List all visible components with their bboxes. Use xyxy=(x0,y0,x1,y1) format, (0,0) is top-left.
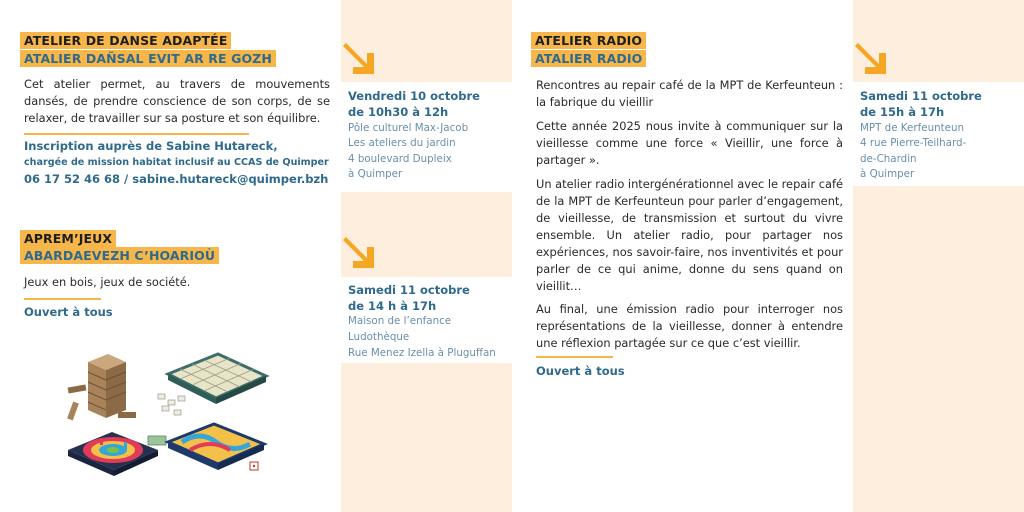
dance-contact-details[interactable]: 06 17 52 46 68 / sabine.hutareck@quimper.bzh xyxy=(24,172,329,186)
games-time: de 14 h à 17h xyxy=(348,299,437,313)
dance-time: de 10h30 à 12h xyxy=(348,105,449,119)
radio-place-line: à Quimper xyxy=(860,168,915,180)
radio-time: de 15h à 17h xyxy=(860,105,945,119)
dance-date: Vendredi 10 octobre xyxy=(348,89,480,103)
dance-description: Cet atelier permet, au travers de mouvements dansés, de prendre conscience de son corps, de se relaxer, de travailler sur sa posture et son équilibre. xyxy=(24,77,330,125)
dance-title: ATELIER DE DANSE ADAPTÉE xyxy=(20,32,231,49)
games-place-line: Maison de l’enfance xyxy=(348,315,452,327)
radio-place-line: de-Chardin xyxy=(860,153,917,165)
games-description: Jeux en bois, jeux de société. xyxy=(24,275,191,289)
dance-place-line: à Quimper xyxy=(348,168,403,180)
dance-place-line: 4 boulevard Dupleix xyxy=(348,153,452,165)
dance-contact-role: chargée de mission habitat inclusif au CCAS de Quimper xyxy=(24,157,329,168)
dance-place-line: Les ateliers du jardin xyxy=(348,137,456,149)
games-place-line: Rue Menez Izella à Pluguffan xyxy=(348,347,496,359)
radio-title-breton: ATALIER RADIO xyxy=(531,50,646,67)
dance-contact-name: Inscription auprès de Sabine Hutareck, xyxy=(24,139,278,153)
games-date: Samedi 11 octobre xyxy=(348,283,470,297)
divider xyxy=(24,133,249,135)
radio-paragraph: Cette année 2025 nous invite à communiquer sur la vieillesse comme une force « Vieillir, une force à partager ». xyxy=(536,119,843,167)
games-place-line: Ludothèque xyxy=(348,331,410,343)
radio-paragraph: Au final, une émission radio pour interroger nos représentations de la vieillesse, donner à entendre une réflexion partagée sur ce que c’est vieillir. xyxy=(536,302,843,350)
block-tower-icon xyxy=(67,354,136,420)
divider xyxy=(24,298,101,300)
arrow-down-right-icon xyxy=(341,228,387,274)
radio-place-line: MPT de Kerfeunteun xyxy=(860,122,965,134)
games-title: APREM’JEUX xyxy=(20,230,116,247)
divider xyxy=(536,356,613,358)
games-title-breton: ABARDAEVEZH C’HOARIOÙ xyxy=(20,247,219,264)
board-games-illustration xyxy=(60,346,280,496)
dance-place-line: Pôle culturel Max-Jacob xyxy=(348,122,469,134)
radio-place-line: 4 rue Pierre-Teilhard- xyxy=(860,137,967,149)
radio-intro: Rencontres au repair café de la MPT de Kerfeunteun : la fabrique du vieillir xyxy=(536,78,843,109)
radio-title: ATELIER RADIO xyxy=(531,32,646,49)
arrow-down-right-icon xyxy=(341,34,387,80)
radio-date: Samedi 11 octobre xyxy=(860,89,982,103)
games-open-to-all: Ouvert à tous xyxy=(24,305,113,319)
arrow-down-right-icon xyxy=(853,34,899,80)
round-board-icon xyxy=(68,432,158,476)
radio-open-to-all: Ouvert à tous xyxy=(536,364,625,378)
dance-title-breton: ATALIER DAÑSAL EVIT AR RE GOZH xyxy=(20,50,276,67)
radio-paragraph: Un atelier radio intergénérationnel avec le repair café de la MPT de Kerfeunteun pour parler d’engagement, de vieillesse, de transmission et surtout du vivre ensemble. Un atelier radio, pour partager nos expériences, nos savoir-faire, nos inventivités et pour parler de ce qui anime, donne du sens quand on vieillit… xyxy=(536,177,844,293)
